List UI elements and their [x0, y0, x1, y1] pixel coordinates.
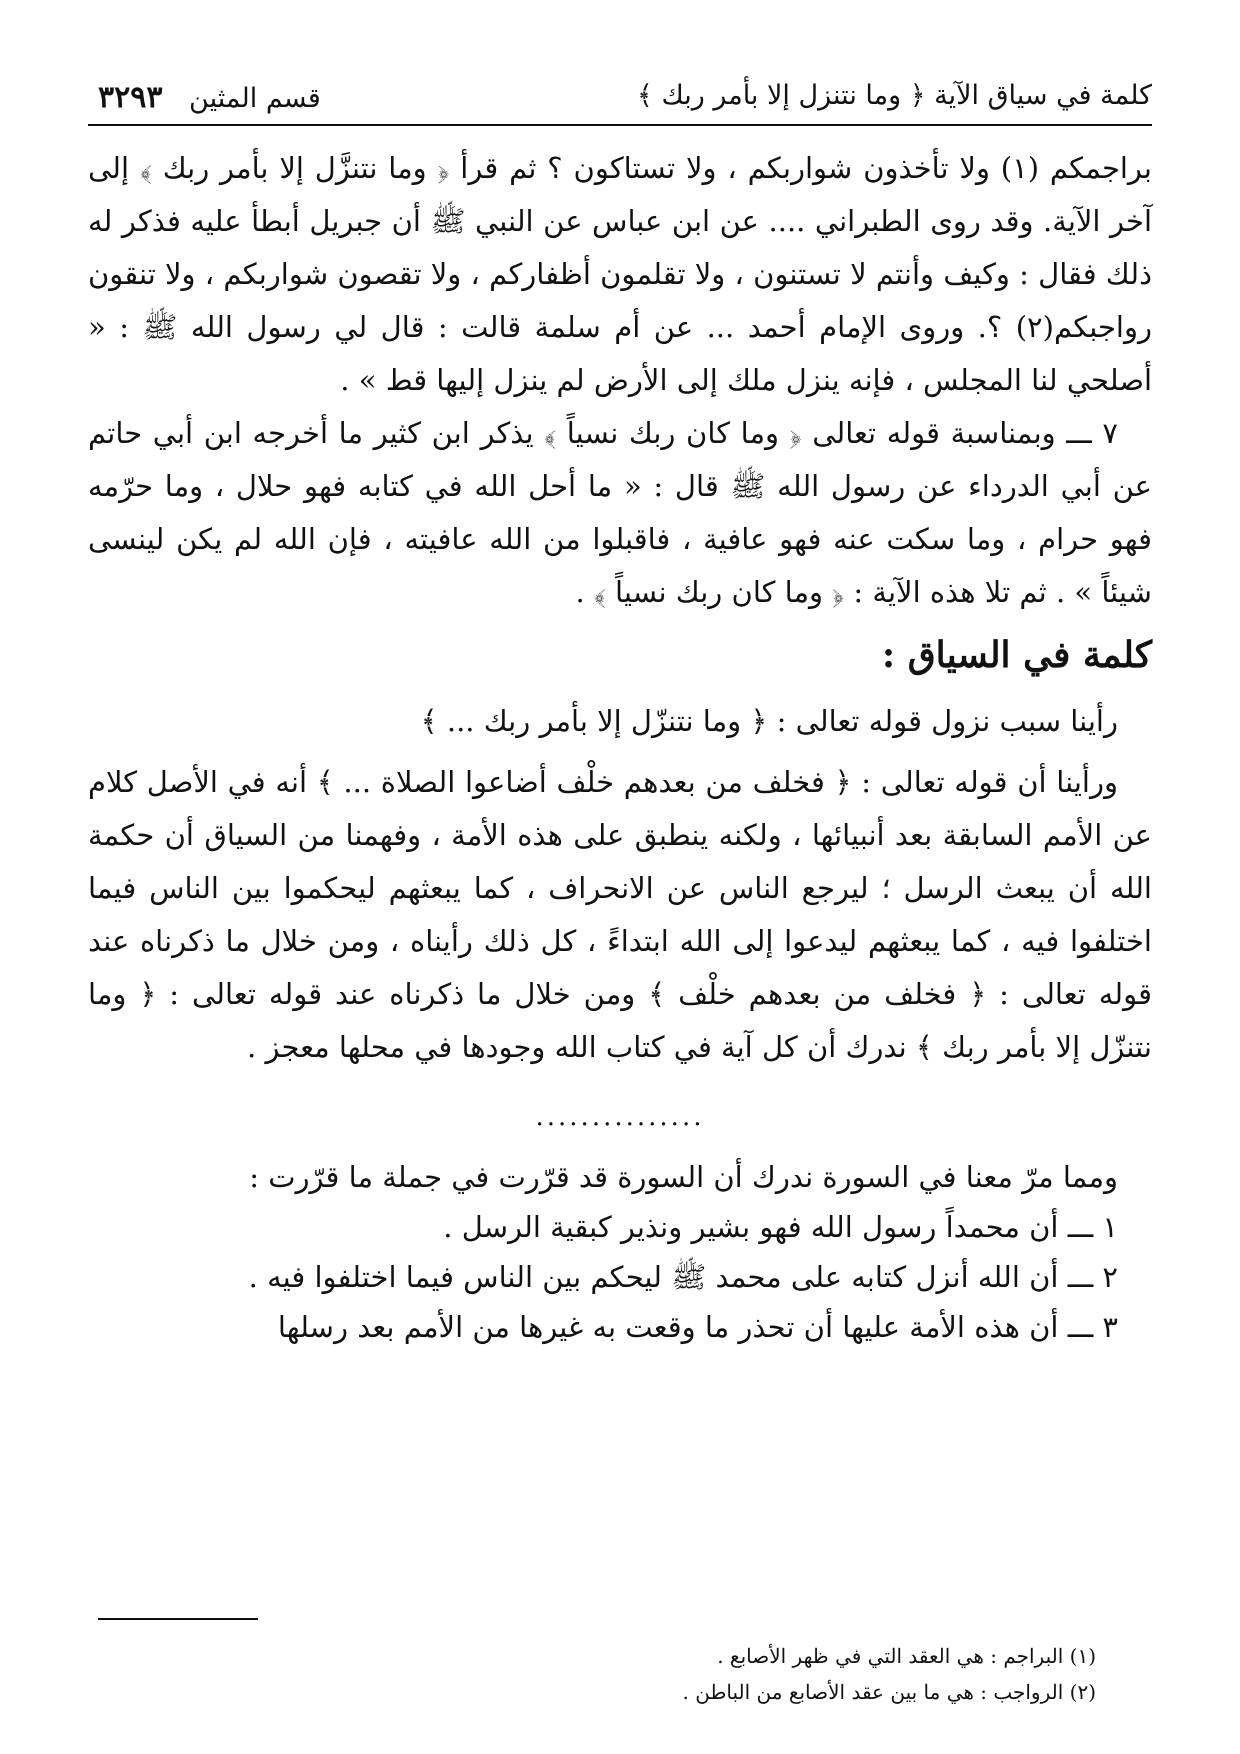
paragraph-2: ٧ ـــ وبمناسبة قوله تعالى ﴿ وما كان ربك نسياً ﴾ يذكر ابن كثير ما أخرجه ابن أبي حاتم عن أبي الدرداء عن رسول الله ﷺ قال : « ما أحل الله في كتابه فهو حلال ، وما حرّمه فهو حرام ، وما سكت عنه فهو عافية ، فاقبلوا من الله عافيته ، فإن الله لم يكن لينسى شيئاً » . ثم تلا هذه الآية : ﴿ وما كان ربك نسياً ﴾ .: [88, 416, 1152, 609]
list-item: ١ ـــ أن محمداً رسول الله فهو بشير ونذير كبقية الرسل .: [443, 1210, 1118, 1244]
page-number: ٣٢٩٣: [98, 80, 163, 115]
footnote-1: (١) البراجم : هي العقد التي في ظهر الأصابع .: [717, 1644, 1096, 1668]
paragraph-3: رأينا سبب نزول قوله تعالى : ﴿ وما نتنزّل إلا بأمر ربك ... ﴾: [420, 704, 1118, 738]
list-intro: ومما مرّ معنا في السورة ندرك أن السورة قد قرّرت في جملة ما قرّرت :: [249, 1160, 1118, 1194]
footnote-rule: [98, 1618, 258, 1620]
document-page: [88, 70, 1152, 1710]
paragraph-1: براجمكم (١) ولا تأخذون شواربكم ، ولا تستاكون ؟ ثم قرأ ﴿ وما نتنزَّل إلا بأمر ربك ﴾ إلى آخر الآية. وقد روى الطبراني .... عن ابن عباس عن النبي ﷺ أن جبريل أبطأ عليه فذكر له ذلك فقال : وكيف وأنتم لا تستنون ، ولا تقلمون أظفاركم ، ولا تقصون شواربكم ، ولا تنقون رواجبكم(٢) ؟. وروى الإمام أحمد ... عن أم سلمة قالت : قال لي رسول الله ﷺ : « أصلحي لنا المجلس ، فإنه ينزل ملك إلى الأرض لم ينزل إليها قط » .: [88, 151, 1153, 397]
paragraph-4: ورأينا أن قوله تعالى : ﴿ فخلف من بعدهم خلْف أضاعوا الصلاة ... ﴾ أنه في الأصل كلام عن الأمم السابقة بعد أنبيائها ، ولكنه ينطبق على هذه الأمة ، وفهمنا من السياق أن حكمة الله أن يبعث الرسل ؛ ليرجع الناس عن الانحراف ، كما يبعثهم ليحكموا بين الناس فيما اختلفوا فيه ، كما يبعثهم ليدعوا إلى الله ابتداءً ، كل ذلك رأيناه ، ومن خلال ما ذكرناه عند قوله تعالى : ﴿ فخلف من بعدهم خلْف ﴾ ومن خلال ما ذكرناه عند قوله تعالى : ﴿ وما نتنزّل إلا بأمر ربك ﴾ ندرك أن كل آية في كتاب الله وجودها في محلها معجز .: [88, 765, 1152, 1064]
list-item: ٢ ـــ أن الله أنزل كتابه على محمد ﷺ ليحكم بين الناس فيما اختلفوا فيه .: [248, 1260, 1118, 1294]
running-title: كلمة في سياق الآية ﴿ وما نتنزل إلا بأمر ربك ﴾: [637, 80, 1152, 111]
page-header: [88, 70, 1152, 126]
footnotes: [88, 1638, 1152, 1710]
section-name: قسم المثين: [189, 83, 321, 114]
page-body: [88, 142, 1152, 1352]
separator-dots: ...............: [535, 1102, 705, 1132]
footnote-2: (٢) الرواجب : هي ما بين عقد الأصابع من الباطن .: [682, 1680, 1096, 1704]
list-item: ٣ ـــ أن هذه الأمة عليها أن تحذر ما وقعت به غيرها من الأمم بعد رسلها: [277, 1310, 1118, 1344]
summary-list: [88, 1152, 1152, 1352]
section-heading: كلمة في السياق :: [881, 634, 1152, 676]
section-and-page: [98, 80, 321, 115]
